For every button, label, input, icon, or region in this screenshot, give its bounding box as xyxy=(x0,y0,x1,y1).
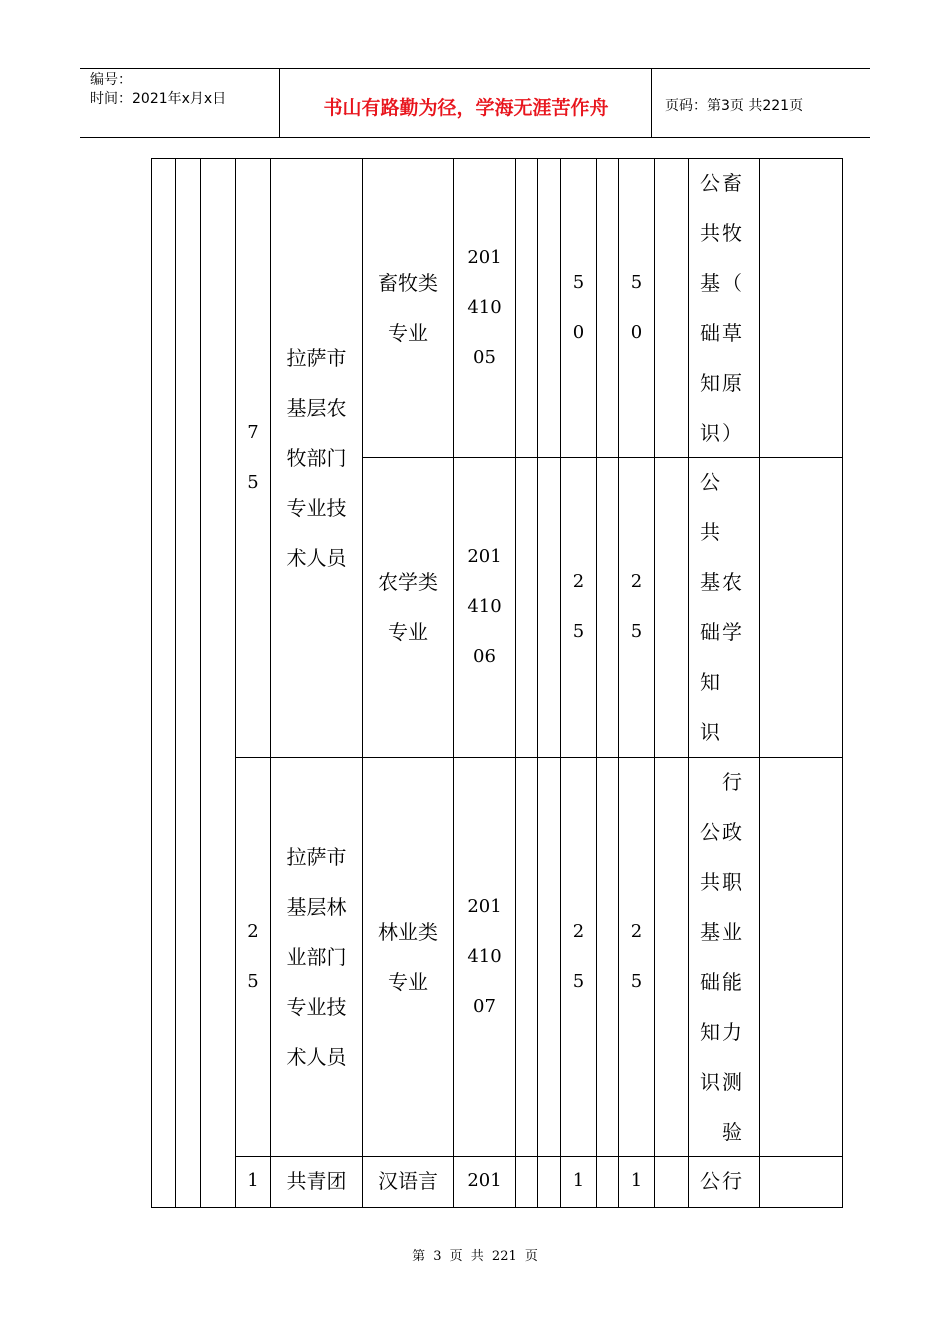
recruit-count-b: 2 5 xyxy=(630,921,643,992)
exam-subject: 公 畜 共 牧 基 （ 础 草 知 原 识 ） xyxy=(700,171,742,445)
header-page-code: 页码：第3页 共221页 xyxy=(665,98,804,114)
recruit-count-a: 2 5 xyxy=(572,571,585,642)
recruit-count-b: 1 xyxy=(630,1170,643,1191)
position-name: 共青团 xyxy=(286,1169,347,1193)
recruit-count-a: 2 5 xyxy=(572,921,585,992)
major-name: 林业类 专业 xyxy=(378,920,438,994)
recruit-count-a: 5 0 xyxy=(572,272,585,343)
major-name: 农学类 专业 xyxy=(378,570,438,644)
page-footer: 第 3 页 共 221 页 xyxy=(412,1249,538,1264)
recruit-count-a: 1 xyxy=(572,1170,585,1191)
major-name: 畜牧类 专业 xyxy=(378,271,438,345)
doc-number-label: 编号： xyxy=(90,72,132,88)
recruit-count-b: 2 5 xyxy=(630,571,643,642)
position-name: 拉萨市 基层农 牧部门 专业技 术人员 xyxy=(286,346,347,570)
exam-subject: 公 共 基 农 础 学 知 识 xyxy=(700,470,742,744)
recruit-count-b: 5 0 xyxy=(630,272,643,343)
row-count: 1 xyxy=(247,1170,259,1191)
exam-subject: 公 行 xyxy=(700,1169,742,1193)
position-code: 201 410 07 xyxy=(467,896,502,1017)
major-name: 汉语言 xyxy=(378,1169,438,1193)
position-name: 拉萨市 基层林 业部门 专业技 术人员 xyxy=(286,845,347,1069)
position-code: 201 410 05 xyxy=(467,247,502,368)
header-motto: 书山有路勤为径，学海无涯苦作舟 xyxy=(281,69,652,137)
date-label: 时间：2021年x月x日 xyxy=(90,91,227,107)
row-count: 7 5 xyxy=(247,422,259,493)
position-code: 201 410 06 xyxy=(467,546,502,667)
position-code: 201 xyxy=(467,1170,502,1191)
row-count: 2 5 xyxy=(247,921,259,992)
exam-subject: 行 公 政 共 职 基 业 础 能 知 力 识 测 验 xyxy=(700,770,742,1144)
